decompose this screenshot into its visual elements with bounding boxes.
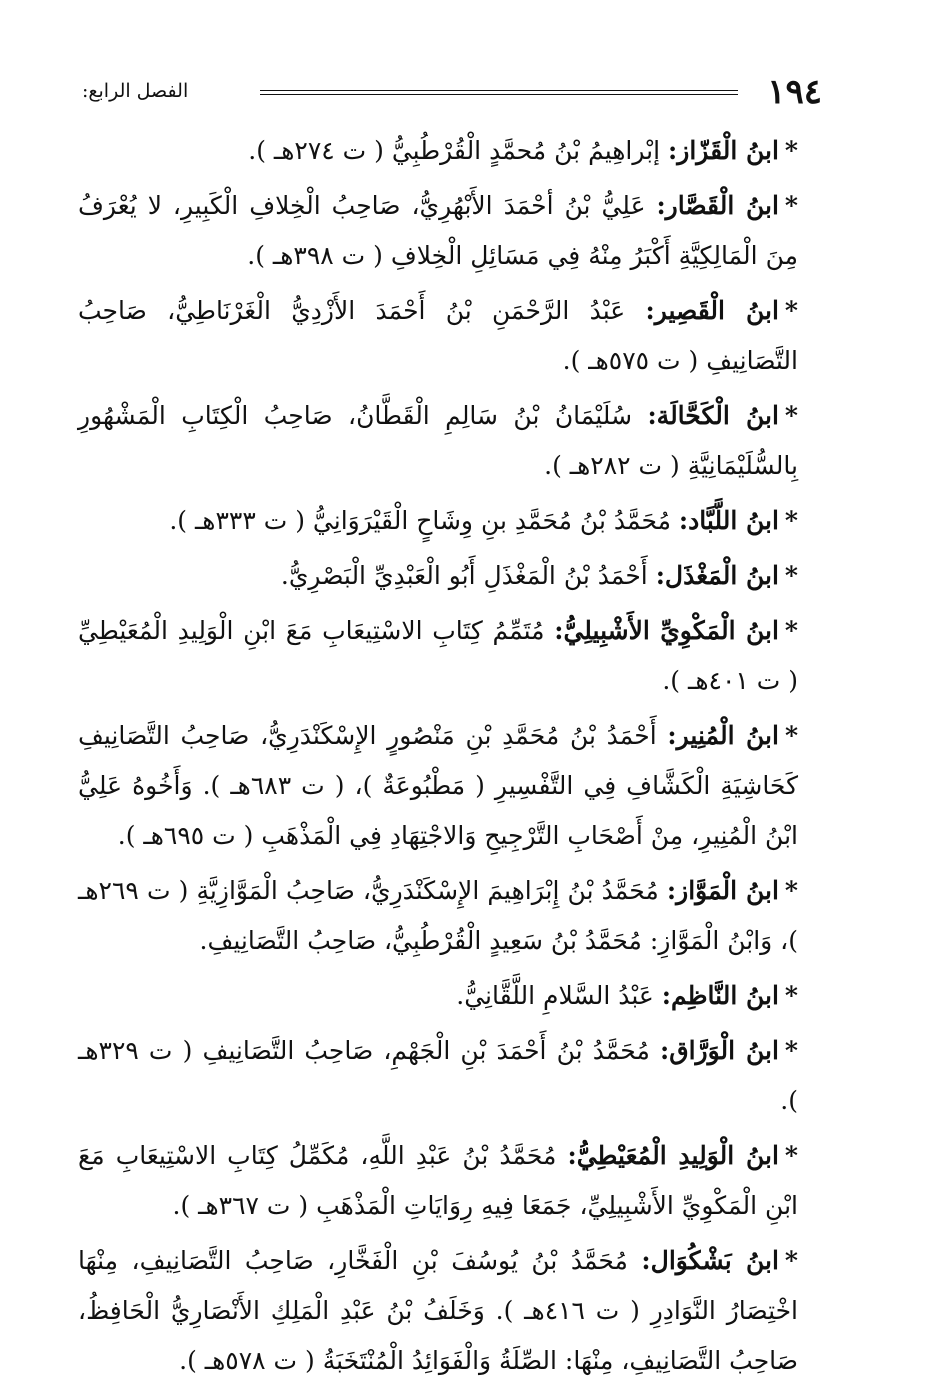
entry-text: مُحَمَّدُ بْنُ أَحْمَدَ بْنِ الْجَهْمِ، صَاحِبُ التَّصَانِيفِ ( ت ٣٢٩هـ ). (78, 1036, 798, 1115)
entry-marker: * (784, 561, 798, 590)
entry-ibn-al-kahhala (78, 391, 820, 491)
entry-ibn-bashkuwal (78, 1236, 820, 1386)
entry-ibn-al-walid (78, 1131, 820, 1231)
entry-name: ابنُ اللَّبَّاد: (678, 506, 779, 535)
entry-name: ابنُ الْمَغْذَل: (655, 561, 779, 590)
entry-text: عَبْدُ السَّلامِ اللَّقَّانِيُّ. (456, 981, 662, 1010)
entry-ibn-al-labbad (78, 496, 820, 546)
entry-marker: * (784, 981, 798, 1010)
entry-ibn-al-nazim (78, 971, 820, 1021)
entry-text: مُحَمَّدُ بْنُ مُحَمَّدِ بنِ وِشَاحٍ الْقَيْرَوَانِيُّ ( ت ٣٣٣هـ ). (169, 506, 679, 535)
entry-marker: * (784, 506, 798, 535)
entry-name: ابنُ الْقَصِير: (645, 296, 779, 325)
header-rule (260, 90, 738, 95)
entries-list (78, 126, 820, 1391)
page-header (82, 74, 822, 118)
entry-marker: * (784, 1141, 798, 1170)
entry-name: ابنُ النَّاظِم: (661, 981, 779, 1010)
entry-marker: * (784, 136, 798, 165)
entry-name: ابنُ الْمَكْوِيِّ الأَشْبِيلِيُّ: (554, 616, 779, 645)
entry-name: ابنُ الْمَوَّاز: (666, 876, 779, 905)
entry-ibn-al-warraq (78, 1026, 820, 1126)
entry-marker: * (784, 191, 798, 220)
entry-name: ابنُ الْكَحَّالَة: (647, 401, 779, 430)
entry-text: مُتَمِّمُ كِتَابِ الاسْتِيعَابِ مَعَ ابْنِ الْوَلِيدِ الْمُعَيْطِيِّ ( ت ٤٠١هـ ). (78, 616, 798, 695)
entry-text: مُحَمَّدُ بْنُ عَبْدِ اللَّهِ، مُكَمِّلُ كِتَابِ الاسْتِيعَابِ مَعَ ابْنِ الْمَكْوِيِّ الأَشْبِيلِيِّ، جَمَعَا فِيهِ رِوَايَاتِ الْمَذْهَبِ ( ت ٣٦٧هـ ). (78, 1141, 798, 1220)
entry-name: ابنُ الْوَرَّاق: (659, 1036, 779, 1065)
entry-marker: * (784, 401, 798, 430)
entry-text: أَحْمَدُ بْنُ مُحَمَّدِ بْنِ مَنْصُورٍ الإِسْكَنْدَرِيُّ، صَاحِبُ التَّصَانِيفِ كَحَاشِيَةِ الْكَشَّافِ فِي التَّفْسِيرِ ( مَطْبُوعَةٌ )، ( ت ٦٨٣هـ ). وَأَخُوهُ عَلِيُّ ابْنُ الْمُنِيرِ، مِنْ أَصْحَابِ التَّرْجِيحِ وَالاجْتِهَادِ فِي الْمَذْهَبِ ( ت ٦٩٥هـ ). (78, 721, 798, 850)
entry-ibn-al-maghdhal (78, 551, 820, 601)
entry-ibn-al-mawwaz (78, 866, 820, 966)
entry-name: ابنُ الْوَلِيدِ الْمُعَيْطِيُّ: (567, 1141, 779, 1170)
entry-marker: * (784, 721, 799, 750)
page-number: ١٩٤ (767, 72, 822, 112)
entry-ibn-al-makwi (78, 606, 820, 706)
entry-name: ابنُ الْقَزّاز: (668, 136, 779, 165)
entry-text: مُحَمَّدُ بْنُ إِبْرَاهِيمَ الإِسْكَنْدَرِيُّ، صَاحِبُ الْمَوَّازِيَّةِ ( ت ٢٦٩هـ )، وَابْنُ الْمَوَّازِ: مُحَمَّدُ بْنُ سَعِيدٍ الْقُرْطُبِيُّ، صَاحِبُ التَّصَانِيفِ. (78, 876, 798, 955)
entry-name: ابنُ الْقَصَّار: (656, 191, 779, 220)
entry-ibn-al-qasir (78, 286, 820, 386)
entry-text: سُلَيْمَانُ بْنُ سَالِمِ الْقَطَّانُ، صَاحِبُ الْكِتَابِ الْمَشْهُورِ بِالسُّلَيْمَانِيَّةِ ( ت ٢٨٢هـ ). (78, 401, 798, 480)
chapter-title: الفصل الرابع: (82, 80, 189, 102)
entry-marker: * (784, 1246, 798, 1275)
entry-marker: * (784, 616, 798, 645)
entry-text: عَلِيُّ بْنُ أحْمَدَ الأَبْهُرِيُّ، صَاحِبُ الْخِلافِ الْكَبِيرِ، لا يُعْرَفُ مِنَ الْمَالِكِيَّةِ أَكْبَرُ مِنْهُ فِي مَسَائِلِ الْخِلافِ ( ت ٣٩٨هـ ). (78, 191, 798, 270)
entry-ibn-al-qazzaz (78, 126, 820, 176)
entry-ibn-al-qassar (78, 181, 820, 281)
entry-text: إبْراهِيمُ بْنُ مُحمَّدٍ الْقُرْطُبِيُّ ( ت ٢٧٤هـ ). (248, 136, 669, 165)
entry-marker: * (784, 876, 798, 905)
entry-name: ابنُ الْمُنِير: (667, 721, 779, 750)
entry-name: ابنُ بَشْكُوَال: (641, 1246, 779, 1275)
entry-text: أَحْمَدُ بْنُ الْمَغْذَلِ أَبُو الْعَبْدِيِّ الْبَصْرِيُّ. (280, 561, 656, 590)
entry-marker: * (784, 1036, 798, 1065)
entry-text: مُحَمَّدُ بْنُ يُوسُفَ بْنِ الْفَخَّارِ، صَاحِبُ التَّصَانِيفِ، مِنْهَا اخْتِصَارُ النَّوَادِرِ ( ت ٤١٦هـ ). وَخَلَفُ بْنُ عَبْدِ الْمَلِكِ الأَنْصَارِيُّ الْحَافِظُ، صَاحِبُ التَّصَانِيفِ، مِنْهَا: الصِّلَةُ وَالْفَوَائِدُ الْمُنْتَخَبَةُ ( ت ٥٧٨هـ ). (78, 1246, 799, 1375)
entry-text: عَبْدُ الرَّحْمَنِ بْنُ أَحْمَدَ الأَزْدِيُّ الْغَرْنَاطِيُّ، صَاحِبُ التَّصَانِيفِ ( ت ٥٧٥هـ ). (78, 296, 798, 375)
entry-ibn-al-munir (78, 711, 820, 861)
entry-marker: * (784, 296, 798, 325)
